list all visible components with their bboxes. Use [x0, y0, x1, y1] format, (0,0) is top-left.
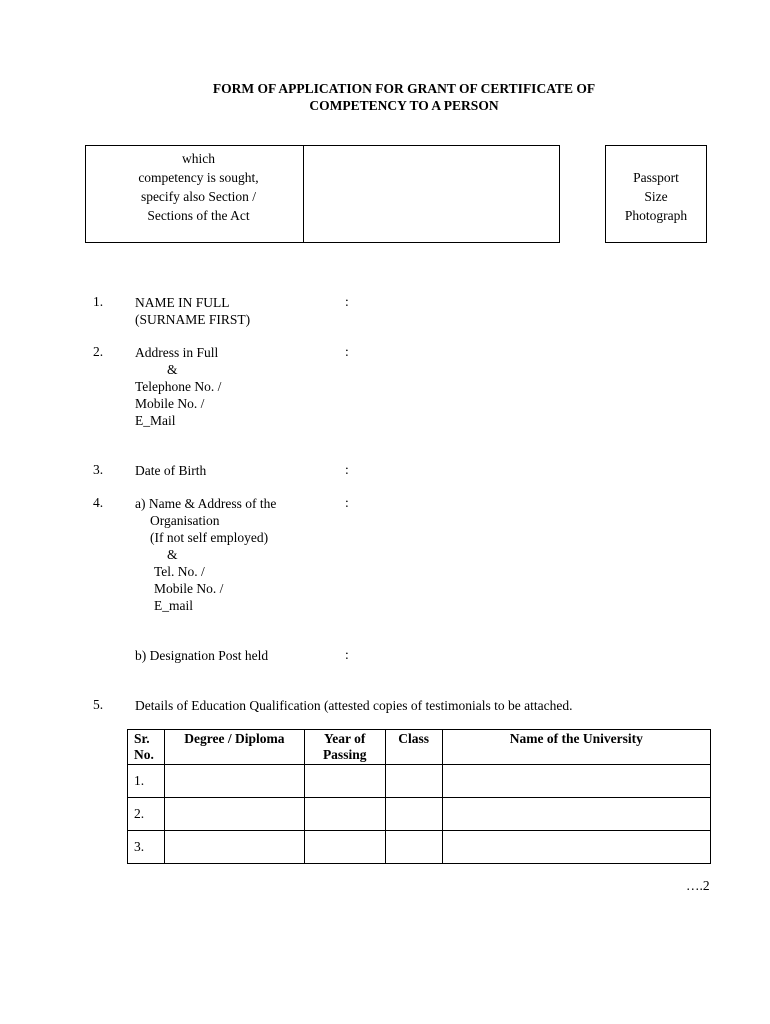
label-line: Mobile No. /	[154, 581, 224, 596]
form-title-line-2: COMPETENCY TO A PERSON	[309, 98, 499, 113]
table-header-row	[128, 730, 711, 765]
university-cell[interactable]	[442, 798, 710, 831]
year-cell[interactable]	[304, 765, 385, 798]
col-header-degree	[164, 730, 304, 765]
header-line: Sr.	[134, 731, 150, 746]
header-line: Degree / Diploma	[184, 731, 285, 746]
label-line: Tel. No. /	[154, 564, 205, 579]
competency-value-field[interactable]	[304, 146, 559, 242]
label-line: &	[167, 362, 178, 377]
label-line: Mobile No. /	[135, 396, 205, 411]
label-line: &	[167, 547, 178, 562]
table-row	[128, 831, 711, 864]
form-title	[0, 80, 770, 114]
year-cell[interactable]	[304, 831, 385, 864]
competency-label-line: Sections of the Act	[147, 208, 250, 223]
date-of-birth-colon: :	[345, 462, 349, 477]
row-sr-no: 2.	[128, 798, 165, 831]
col-header-class	[385, 730, 442, 765]
col-header-sr-no	[128, 730, 165, 765]
table-row	[128, 798, 711, 831]
header-line: Passing	[322, 747, 367, 762]
label-line: E_Mail	[135, 413, 176, 428]
date-of-birth-label: Date of Birth	[135, 463, 207, 478]
designation-label: b) Designation Post held	[135, 648, 269, 663]
designation-colon: :	[345, 647, 349, 662]
field-number: 2.	[93, 344, 104, 359]
education-table	[127, 729, 711, 864]
address-colon: :	[345, 344, 349, 359]
degree-cell[interactable]	[164, 831, 304, 864]
header-line: No.	[134, 747, 154, 762]
field-number: 1.	[93, 294, 104, 309]
year-cell[interactable]	[304, 798, 385, 831]
class-cell[interactable]	[385, 765, 442, 798]
page-number: ….2	[686, 878, 710, 893]
photo-label-line: Photograph	[624, 208, 688, 223]
col-header-year-of-passing	[304, 730, 385, 765]
row-sr-no: 1.	[128, 765, 165, 798]
competency-label-line: specify also Section /	[140, 189, 257, 204]
university-cell[interactable]	[442, 831, 710, 864]
name-in-full-label	[135, 294, 250, 328]
form-title-line-1: FORM OF APPLICATION FOR GRANT OF CERTIFICATE OF	[212, 81, 596, 96]
field-number: 3.	[93, 462, 104, 477]
field-number: 4.	[93, 495, 104, 510]
label-line: Telephone No. /	[135, 379, 222, 394]
col-header-university	[442, 730, 710, 765]
table-row	[128, 765, 711, 798]
class-cell[interactable]	[385, 798, 442, 831]
label-line: Address in Full	[135, 345, 219, 360]
label-line: E_mail	[154, 598, 193, 613]
passport-photo-box	[605, 145, 707, 243]
name-in-full-colon: :	[345, 294, 349, 309]
header-line: Year of	[324, 731, 366, 746]
competency-box	[85, 145, 560, 243]
label-line: NAME IN FULL	[135, 295, 230, 310]
row-sr-no: 3.	[128, 831, 165, 864]
label-line: Organisation	[150, 513, 220, 528]
degree-cell[interactable]	[164, 798, 304, 831]
competency-label-line: competency is sought,	[138, 170, 259, 185]
address-label	[135, 344, 221, 429]
header-line: Name of the University	[509, 731, 643, 746]
label-line: (SURNAME FIRST)	[135, 312, 251, 327]
education-details-label: Details of Education Qualification (attested copies of testimonials to be attached.	[135, 698, 573, 713]
competency-label	[86, 149, 311, 225]
competency-label-line: which	[182, 151, 215, 166]
class-cell[interactable]	[385, 831, 442, 864]
university-cell[interactable]	[442, 765, 710, 798]
photo-label-line: Size	[644, 189, 668, 204]
label-line: a) Name & Address of the	[135, 496, 277, 511]
label-line: (If not self employed)	[150, 530, 269, 545]
photo-label-line: Passport	[633, 170, 679, 185]
header-line: Class	[398, 731, 430, 746]
organisation-label	[135, 495, 276, 614]
degree-cell[interactable]	[164, 765, 304, 798]
field-number: 5.	[93, 697, 104, 712]
organisation-colon: :	[345, 495, 349, 510]
